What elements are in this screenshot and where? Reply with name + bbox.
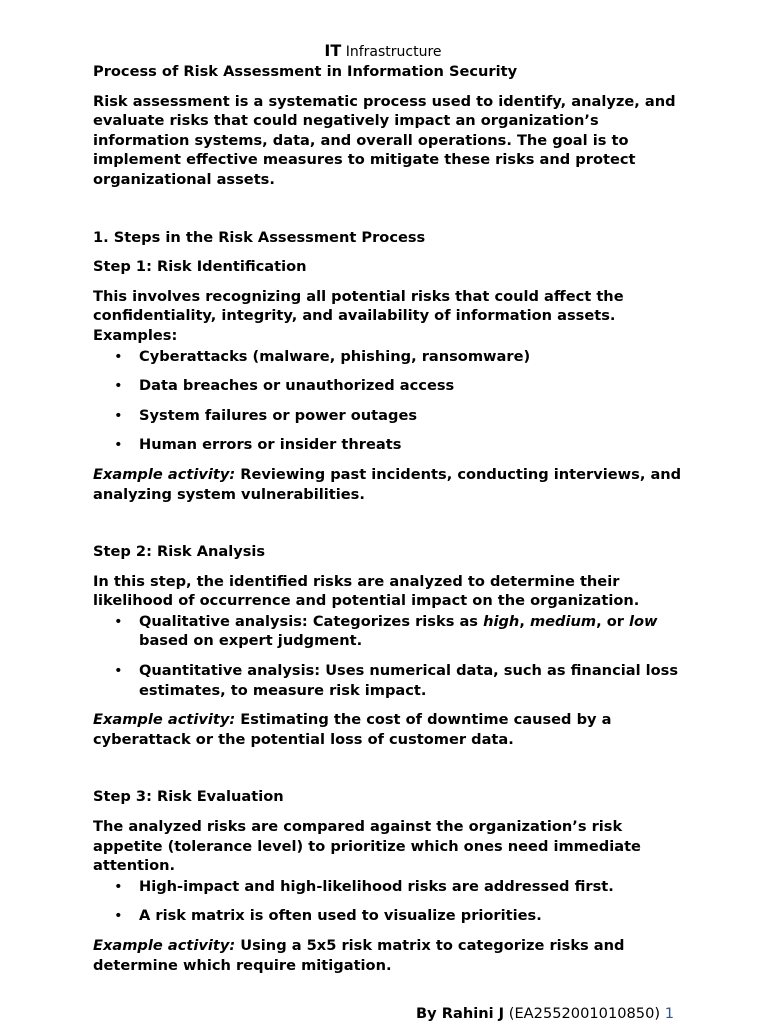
step1-example [93, 465, 683, 504]
bullet-icon: • [114, 612, 123, 630]
section-heading: 1. Steps in the Risk Assessment Process [93, 228, 426, 246]
emphasis-low: low [629, 612, 658, 630]
step3-example [93, 936, 683, 975]
page-number: 1 [664, 1005, 674, 1022]
list-item [93, 906, 683, 926]
bullet-icon: • [114, 907, 123, 925]
example-text: Using a 5x5 risk matrix to categorize risks and determine which require mitigation. [93, 937, 625, 974]
list-item [93, 347, 683, 367]
document-title: Process of Risk Assessment in Information Security [93, 63, 518, 80]
list-item [93, 435, 683, 455]
step3-body: The analyzed risks are compared against the organization’s risk appetite (tolerance level) to prioritize which ones need immediate attention. [93, 818, 641, 875]
step1-bullet-list [93, 347, 683, 455]
footer-id: (EA2552001010850) [504, 1005, 661, 1022]
list-item [93, 661, 683, 700]
list-item-text: System failures or power outages [139, 406, 418, 424]
list-item [93, 612, 683, 651]
step3-bullet-list [93, 877, 683, 926]
bullet-icon: • [114, 406, 123, 424]
example-label: Example activity: [93, 711, 236, 729]
list-item-sep: , [519, 612, 530, 630]
intro-paragraph: Risk assessment is a systematic process used to identify, analyze, and evaluate risks that could negatively impact an organization’s information systems, data, and overall operations. The goal is to implement effective measures to mitigate these risks and protect organizational assets. [93, 92, 676, 188]
list-item-text-suffix: based on expert judgment. [139, 632, 363, 650]
document-page [93, 42, 683, 975]
page-footer [416, 1004, 674, 1024]
header-bold: IT [324, 41, 342, 60]
step1-heading: Step 1: Risk Identification [93, 258, 307, 276]
example-text: Estimating the cost of downtime caused by a cyberattack or the potential loss of customer data. [93, 711, 612, 748]
emphasis-medium: medium [529, 612, 597, 630]
bullet-icon: • [114, 436, 123, 454]
bullet-icon: • [114, 877, 123, 895]
list-item-text: A risk matrix is often used to visualize priorities. [139, 907, 542, 925]
list-item-text: Quantitative analysis: Uses numerical data, such as financial loss estimates, to measure risk impact. [139, 662, 679, 699]
step2-example [93, 710, 683, 749]
list-item-text-prefix: Qualitative analysis: Categorizes risks as [139, 612, 484, 630]
bullet-icon: • [114, 377, 123, 395]
bullet-icon: • [114, 347, 123, 365]
list-item-text: Cyberattacks (malware, phishing, ransomware) [139, 347, 531, 365]
example-text: Reviewing past incidents, conducting interviews, and analyzing system vulnerabilities. [93, 465, 682, 503]
list-item [93, 877, 683, 897]
example-label: Example activity: [93, 937, 236, 954]
step3-heading: Step 3: Risk Evaluation [93, 788, 284, 806]
list-item-text: Data breaches or unauthorized access [139, 377, 455, 395]
list-item-text: Human errors or insider threats [139, 436, 402, 454]
emphasis-high: high [483, 612, 520, 630]
list-item-text: High-impact and high-likelihood risks are addressed first. [139, 877, 614, 895]
list-item [93, 406, 683, 426]
footer-author: By Rahini J [416, 1005, 505, 1022]
example-label: Example activity: [93, 465, 236, 483]
step2-bullet-list [93, 612, 683, 700]
step2-body: In this step, the identified risks are analyzed to determine their likelihood of occurrence and potential impact on the organization. [93, 572, 640, 610]
step2-heading: Step 2: Risk Analysis [93, 543, 266, 561]
list-item [93, 376, 683, 396]
bullet-icon: • [114, 662, 123, 680]
list-item-sep: , or [596, 612, 630, 630]
header-rest: Infrastructure [345, 44, 442, 60]
step1-body: This involves recognizing all potential risks that could affect the confidentiality, integrity, and availability of information assets. Examples: [93, 287, 624, 344]
page-header [83, 42, 683, 61]
